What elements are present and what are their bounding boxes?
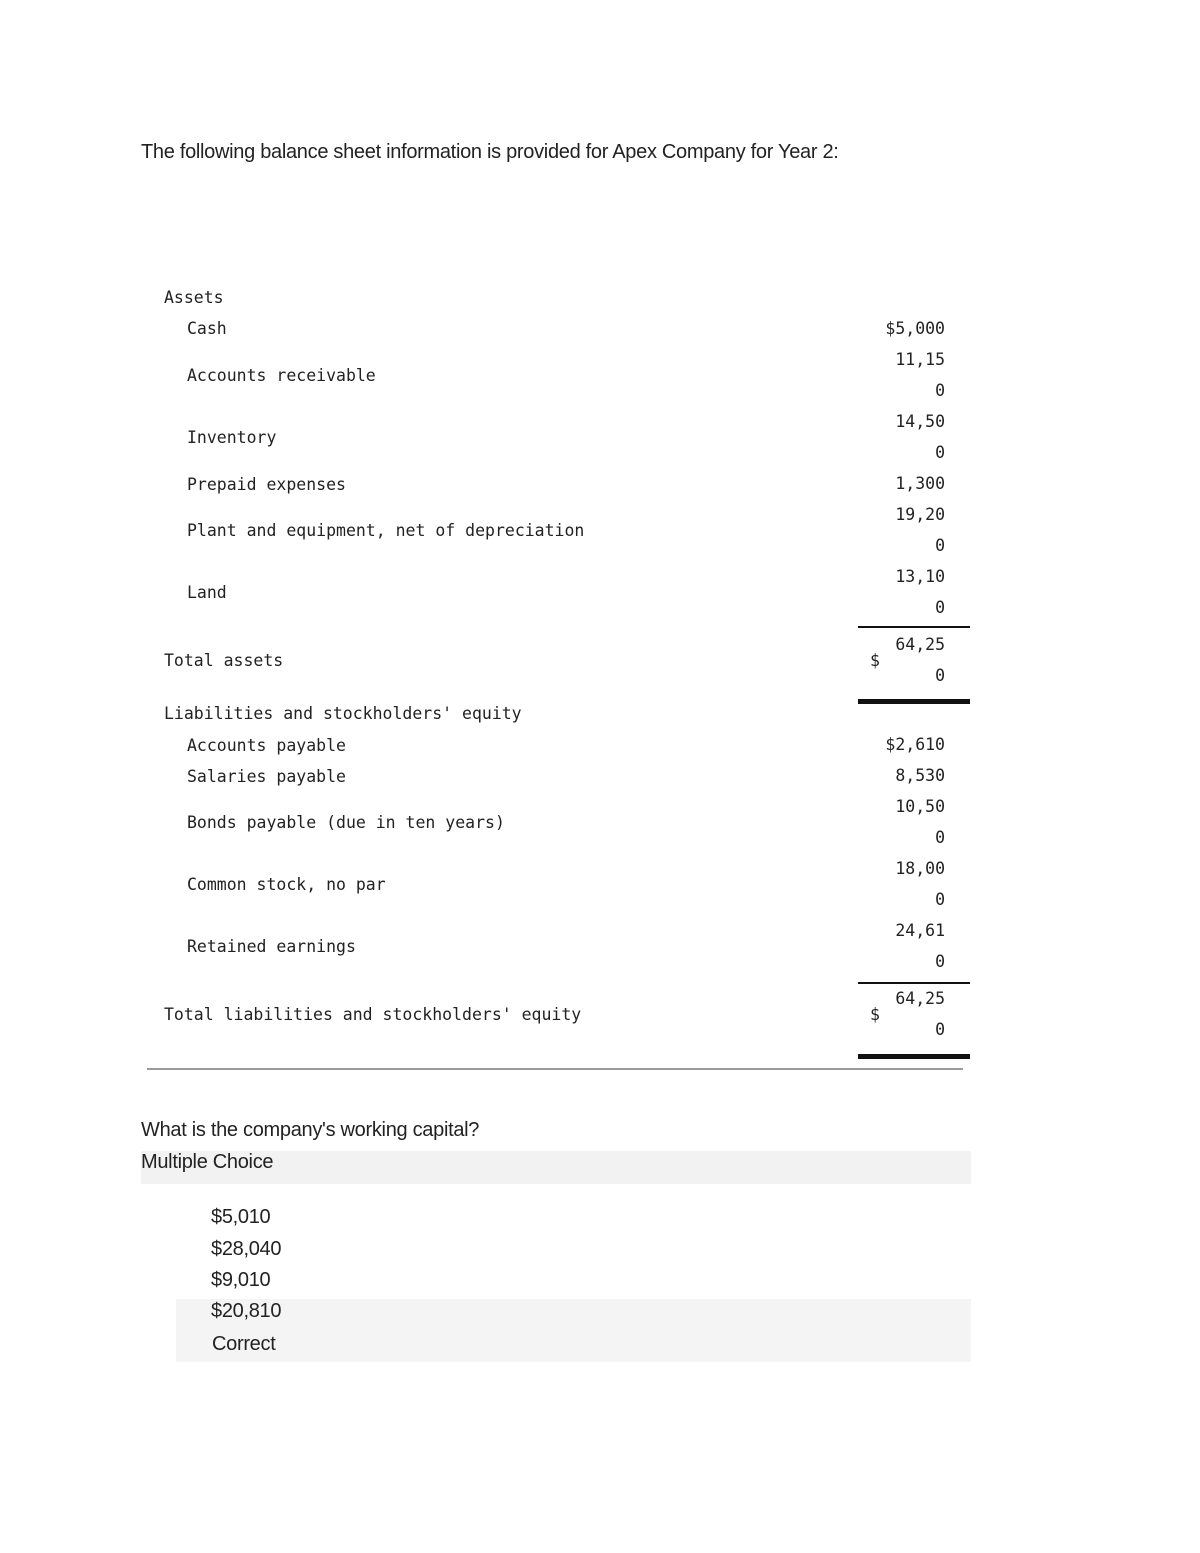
equity-label-retained-earnings: Retained earnings bbox=[187, 937, 356, 956]
total-assets-amount: 64,25 0 bbox=[895, 635, 945, 685]
asset-label-prepaid-expenses: Prepaid expenses bbox=[187, 475, 346, 494]
liability-amount-salaries-payable: 8,530 bbox=[895, 766, 945, 785]
total-liabilities-amount: 64,25 0 bbox=[895, 989, 945, 1039]
total-assets-rule-top bbox=[858, 626, 970, 628]
equity-amount-common-stock: 18,00 0 bbox=[895, 859, 945, 909]
total-liabilities-currency: $ bbox=[870, 1005, 880, 1024]
asset-amount-plant-equipment: 19,20 0 bbox=[895, 505, 945, 555]
choice-option-1[interactable]: $5,010 bbox=[211, 1206, 271, 1228]
asset-label-accounts-receivable: Accounts receivable bbox=[187, 366, 376, 385]
equity-amount-retained-earnings: 24,61 0 bbox=[895, 921, 945, 971]
total-assets-label: Total assets bbox=[164, 651, 284, 670]
asset-amount-inventory: 14,50 0 bbox=[895, 412, 945, 462]
question-type-label: Multiple Choice bbox=[141, 1151, 274, 1173]
total-liabilities-label: Total liabilities and stockholders' equity bbox=[164, 1005, 582, 1024]
question-text: What is the company's working capital? bbox=[141, 1119, 480, 1141]
equity-label-common-stock: Common stock, no par bbox=[187, 875, 386, 894]
asset-label-inventory: Inventory bbox=[187, 428, 277, 447]
liability-label-bonds-payable: Bonds payable (due in ten years) bbox=[187, 813, 505, 832]
asset-amount-prepaid-expenses: 1,300 bbox=[895, 474, 945, 493]
asset-amount-cash: $5,000 bbox=[885, 319, 945, 338]
choice-option-3[interactable]: $9,010 bbox=[211, 1269, 271, 1291]
section-divider bbox=[147, 1068, 963, 1070]
intro-text: The following balance sheet information is provided for Apex Company for Year 2: bbox=[141, 141, 839, 163]
asset-amount-accounts-receivable: 11,15 0 bbox=[895, 350, 945, 400]
total-liabilities-rule-double bbox=[858, 1054, 970, 1059]
liability-label-accounts-payable: Accounts payable bbox=[187, 736, 346, 755]
liability-label-salaries-payable: Salaries payable bbox=[187, 767, 346, 786]
choice-option-2[interactable]: $28,040 bbox=[211, 1238, 282, 1260]
total-assets-rule-double bbox=[858, 699, 970, 704]
asset-label-plant-equipment: Plant and equipment, net of depreciation bbox=[187, 521, 585, 540]
assets-heading: Assets bbox=[164, 288, 224, 307]
total-assets-currency: $ bbox=[870, 651, 880, 670]
feedback-correct-label: Correct bbox=[212, 1333, 276, 1355]
asset-label-cash: Cash bbox=[187, 319, 227, 338]
asset-label-land: Land bbox=[187, 583, 227, 602]
correct-answer-highlight bbox=[176, 1299, 971, 1362]
liability-amount-bonds-payable: 10,50 0 bbox=[895, 797, 945, 847]
liability-amount-accounts-payable: $2,610 bbox=[885, 735, 945, 754]
choice-option-4[interactable]: $20,810 bbox=[211, 1300, 282, 1322]
liabilities-heading: Liabilities and stockholders' equity bbox=[164, 704, 522, 723]
asset-amount-land: 13,10 0 bbox=[895, 567, 945, 617]
